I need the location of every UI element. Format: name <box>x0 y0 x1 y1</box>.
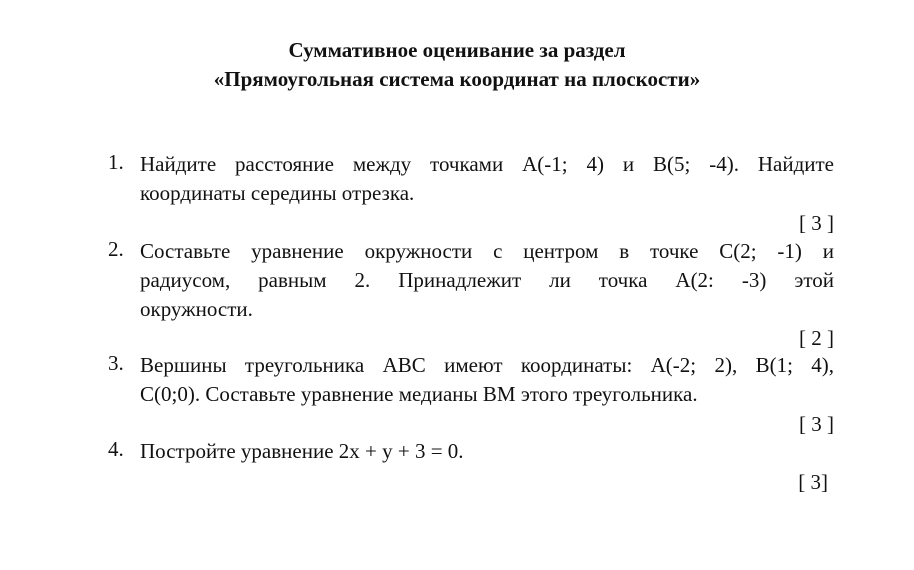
task-text-line: окружности. <box>140 297 253 321</box>
task-text <box>140 437 834 466</box>
document-title-line-1: Суммативное оценивание за раздел <box>288 38 626 62</box>
task-number: 1. <box>108 150 124 174</box>
task-2-score: [ 2 ] <box>799 326 834 350</box>
task-4 <box>108 437 834 466</box>
task-text-line: Вершины треугольника АВС имеют координаты: А(-2; 2), В(1; 4), <box>140 353 834 377</box>
task-number: 4. <box>108 437 124 461</box>
task-1 <box>108 150 834 208</box>
task-text-line: радиусом, равным 2. Принадлежит ли точка А(2: -3) этой <box>140 268 834 292</box>
task-2 <box>108 237 834 324</box>
task-number: 3. <box>108 351 124 375</box>
task-number: 2. <box>108 237 124 261</box>
task-text-line: Найдите расстояние между точками А(-1; 4) и В(5; -4). Найдите <box>140 152 834 176</box>
task-text <box>140 150 834 208</box>
task-text <box>140 237 834 324</box>
task-text <box>140 351 834 409</box>
task-3 <box>108 351 834 409</box>
task-text-line: Составьте уравнение окружности с центром в точке С(2; -1) и <box>140 239 834 263</box>
task-3-score: [ 3 ] <box>799 412 834 436</box>
task-4-score: [ 3] <box>798 470 828 494</box>
task-text-line: координаты середины отрезка. <box>140 181 415 205</box>
task-text-line: С(0;0). Составьте уравнение медианы ВМ этого треугольника. <box>140 382 698 406</box>
task-1-score: [ 3 ] <box>799 211 834 235</box>
task-text-line: Постройте уравнение 2х + у + 3 = 0. <box>140 439 464 463</box>
document-title-line-2: «Прямоугольная система координат на плоскости» <box>213 67 701 91</box>
